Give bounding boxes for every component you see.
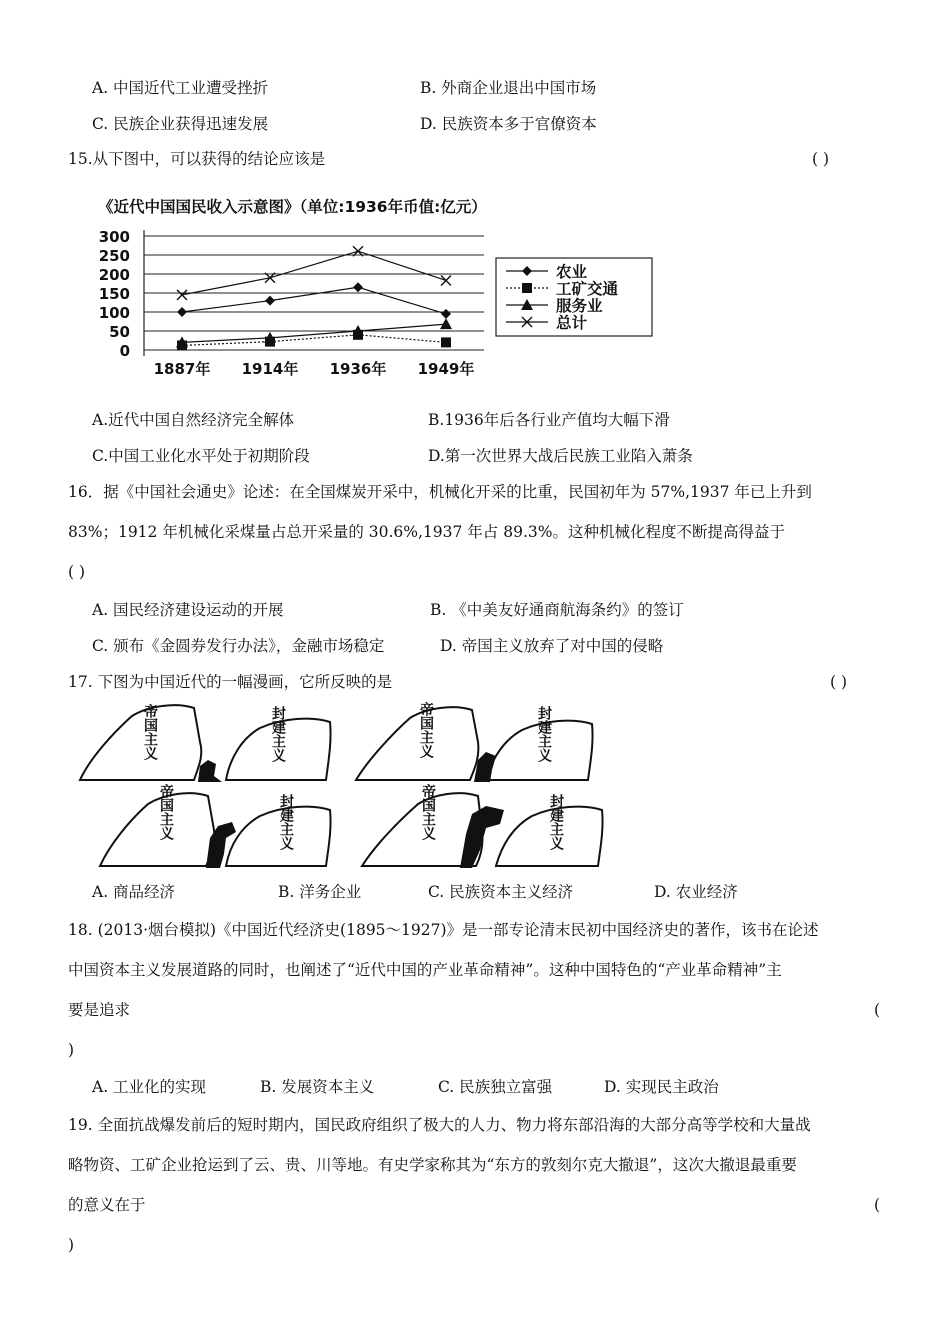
national-income-chart [92,190,664,385]
data-point [441,309,451,319]
series-line [182,287,446,314]
chart-canvas [92,190,664,385]
x-tick-label: 1949年 [417,360,475,378]
rock-label-feudalism-4: 封建主义 [548,794,564,850]
q17-option-d: D. 农业经济 [654,883,738,901]
climber-figure-1 [198,760,222,782]
q15-option-b: B.1936年后各行业产值均大幅下滑 [428,411,670,429]
y-tick-label: 0 [119,342,130,360]
rock-label-imperialism-2: 帝国主义 [418,702,434,758]
rock-label-feudalism-1: 封建主义 [270,706,286,762]
y-tick-label: 150 [98,285,130,303]
q17-option-a: A. 商品经济 [92,883,176,901]
q16-answer-paren: ( ) [68,563,86,581]
series-line [182,324,446,342]
x-tick-label: 1914年 [241,360,299,378]
cartoon-figure [76,702,616,870]
y-tick-label: 300 [98,228,130,246]
q19-paren-close: ) [68,1236,75,1254]
q14-option-a: A. 中国近代工业遭受挫折 [92,79,269,97]
q19-stem-line3: 的意义在于 [68,1196,146,1214]
cartoon-drawing [76,702,616,870]
q15-stem: 15.从下图中，可以获得的结论应该是 [68,150,326,168]
q18-option-c: C. 民族独立富强 [438,1078,553,1096]
y-tick-label: 50 [109,323,130,341]
chart-title: 《近代中国国民收入示意图》（单位:1936年币值:亿元） [98,198,487,216]
q18-paren-open: ( [874,1001,881,1019]
q19-stem-line1: 19. 全面抗战爆发前后的短时期内，国民政府组织了极大的人力、物力将东部沿海的大部分高等学校和大量战 [68,1116,811,1134]
data-point [441,337,451,347]
q18-paren-close: ) [68,1041,75,1059]
rock-imperialism-1 [80,705,201,780]
q15-option-d: D.第一次世界大战后民族工业陷入萧条 [428,447,693,465]
data-point [353,282,363,292]
y-tick-label: 100 [98,304,130,322]
q18-option-b: B. 发展资本主义 [260,1078,375,1096]
q18-option-d: D. 实现民主政治 [604,1078,719,1096]
data-point [440,318,452,329]
legend-label: 总计 [556,314,588,332]
y-tick-label: 200 [98,266,130,284]
q15-answer-paren: ( ) [812,150,830,168]
q17-answer-paren: ( ) [830,673,848,691]
series-line [182,251,446,295]
q16-option-b: B. 《中美友好通商航海条约》的签订 [430,601,684,619]
x-tick-label: 1936年 [329,360,387,378]
q14-option-b: B. 外商企业退出中国市场 [420,79,597,97]
q15-option-a: A.近代中国自然经济完全解体 [92,411,295,429]
y-tick-label: 250 [98,247,130,265]
legend-label: 农业 [556,263,588,281]
q16-stem-line2: 83%；1912 年机械化采煤量占总开采量的 30.6%,1937 年占 89.3%。这种机械化程度不断提高得益于 [68,523,785,541]
q16-option-d: D. 帝国主义放弃了对中国的侵略 [440,637,664,655]
legend-label: 服务业 [556,297,603,315]
q19-stem-line2: 略物资、工矿企业抢运到了云、贵、川等地。有史学家称其为“东方的敦刻尔克大撤退”，这次大撤退最重要 [68,1156,797,1174]
legend-label: 工矿交通 [556,280,619,298]
q18-stem-line1: 18. (2013·烟台模拟)《中国近代经济史(1895～1927)》是一部专论清末民初中国经济史的著作，该书在论述 [68,921,819,939]
rock-label-imperialism-1: 帝国主义 [142,704,158,760]
q18-stem-line2: 中国资本主义发展道路的同时，也阐述了“近代中国的产业革命精神”。这种中国特色的“产业革命精神”主 [68,961,782,979]
data-point [177,307,187,317]
rock-label-feudalism-3: 封建主义 [278,794,294,850]
q18-option-a: A. 工业化的实现 [92,1078,207,1096]
q14-option-c: C. 民族企业获得迅速发展 [92,115,269,133]
q17-option-b: B. 洋务企业 [278,883,362,901]
q16-option-a: A. 国民经济建设运动的开展 [92,601,284,619]
q16-option-c: C. 颁布《金圆券发行办法》，金融市场稳定 [92,637,385,655]
q17-stem: 17. 下图为中国近代的一幅漫画，它所反映的是 [68,673,393,691]
q14-option-d: D. 民族资本多于官僚资本 [420,115,597,133]
q19-paren-open: ( [874,1196,881,1214]
rock-label-feudalism-2: 封建主义 [536,706,552,762]
x-tick-label: 1887年 [153,360,211,378]
data-point [265,296,275,306]
q15-option-c: C.中国工业化水平处于初期阶段 [92,447,310,465]
rock-label-imperialism-4: 帝国主义 [420,784,436,840]
q17-option-c: C. 民族资本主义经济 [428,883,574,901]
q18-stem-line3: 要是追求 [68,1001,131,1019]
data-point [522,283,532,293]
q16-stem-line1: 16．据《中国社会通史》论述：在全国煤炭开采中，机械化开采的比重，民国初年为 57%,1937 年已上升到 [68,483,812,501]
rock-label-imperialism-3: 帝国主义 [158,784,174,840]
